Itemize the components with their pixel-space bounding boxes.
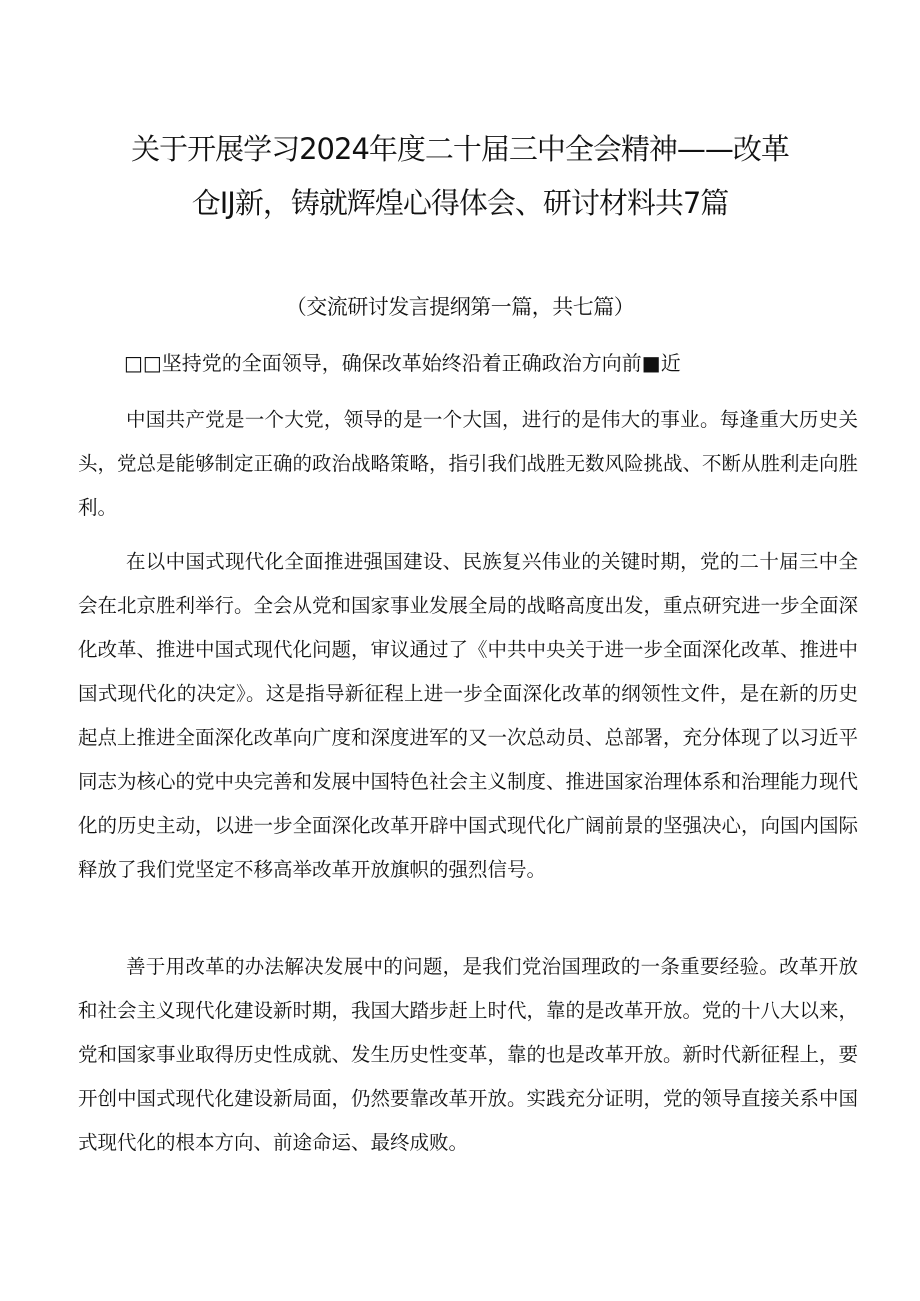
body-paragraph-1: 中国共产党是一个大党，领导的是一个大国，进行的是伟大的事业。每逢重大历史关头，党总是能够制定正确的政治战略策略，指引我们战胜无数风险挑战、不断从胜利走向胜利。 [78, 408, 859, 519]
body-paragraph-3: 善于用改革的办法解决发展中的问题，是我们党治国理政的一条重要经验。改革开放和社会主义现代化建设新时期，我国大踏步赶上时代，靠的是改革开放。党的十八大以来，党和国家事业取得历史性成就、发生历史性变革，靠的也是改革开放。新时代新征程上，要开创中国式现代化建设新局面，仍然要靠改革开放。实践充分证明，党的领导直接关系中国式现代化的根本方向、前途命运、最终成败。 [78, 955, 859, 1154]
title-line-2: 仓IJ新，铸就辉煌心得体会、研讨材料共7篇 [191, 186, 729, 220]
section-heading: □□坚持党的全面领导，确保改革始终沿着正确政治方向前■近 [124, 351, 681, 375]
document-subtitle: （交流研讨发言提纲第一篇，共七篇） [285, 295, 635, 319]
title-line-1: 关于开展学习2024年度二十届三中全会精神——改革 [131, 132, 789, 166]
body-paragraph-2: 在以中国式现代化全面推进强国建设、民族复兴伟业的关键时期，党的二十届三中全会在北京胜利举行。全会从党和国家事业发展全局的战略高度出发，重点研究进一步全面深化改革、推进中国式现代化问题，审议通过了《中共中央关于进一步全面深化改革、推进中国式现代化的决定》。这是指导新征程上进一步全面深化改革的纲领性文件，是在新的历史起点上推进全面深化改革向广度和深度进军的又一次总动员、总部署，充分体现了以习近平同志为核心的党中央完善和发展中国特色社会主义制度、推进国家治理体系和治理能力现代化的历史主动，以进一步全面深化改革开辟中国式现代化广阔前景的坚强决心，向国内国际释放了我们党坚定不移高举改革开放旗帜的强烈信号。 [78, 550, 859, 881]
document-title [100, 122, 820, 230]
